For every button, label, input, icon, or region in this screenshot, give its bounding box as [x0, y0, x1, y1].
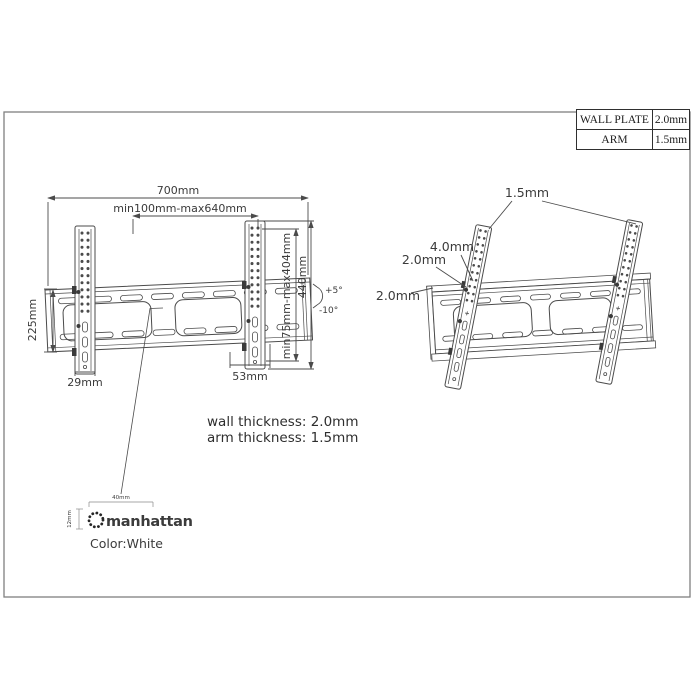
table-row — [577, 110, 690, 130]
dim-arm-foot-left-label: 29mm — [67, 376, 103, 389]
spec-label-cell: WALL PLATE — [577, 110, 653, 130]
table-row — [577, 130, 690, 150]
tilt-down-label: -10° — [319, 306, 339, 316]
wall-thickness-note: wall thickness: 2.0mm — [207, 414, 359, 430]
logo-width-label: 40mm — [112, 495, 130, 501]
dim-plate-edge-top-label: 2.0mm — [401, 252, 447, 267]
arm-thickness-note: arm thickness: 1.5mm — [207, 430, 359, 446]
spec-value-cell: 1.5mm — [653, 130, 690, 150]
tilt-arc — [317, 287, 323, 305]
dim-vesa-height-label: min75mm-max404mm — [280, 232, 293, 360]
manhattan-logo-dots-icon — [89, 513, 103, 527]
dim-total-width-label: 700mm — [156, 184, 200, 197]
spec-label-cell: ARM — [577, 130, 653, 150]
manhattan-logo-text: manhattan — [106, 514, 193, 530]
spec-value-cell: 2.0mm — [653, 110, 690, 130]
front-view-left-arm — [72, 226, 95, 374]
logo-height-label: 12mm — [67, 510, 73, 528]
dim-hook-thickness-label: 4.0mm — [429, 239, 475, 254]
dim-arm-thickness-label: 1.5mm — [504, 185, 550, 200]
dim-vesa-width-label: min100mm-max640mm — [113, 202, 247, 215]
thickness-spec-table — [576, 109, 690, 150]
thickness-notes — [207, 414, 359, 446]
dim-plate-edge-side-label: 2.0mm — [375, 288, 421, 303]
dim-plate-height-label: 225mm — [26, 298, 39, 342]
color-note-label: Color:White — [90, 536, 163, 551]
dim-arm-length-label: 440mm — [296, 255, 309, 299]
front-view-right-arm — [242, 221, 265, 369]
tilt-up-label: +5° — [325, 286, 343, 296]
dim-arm-foot-right-label: 53mm — [232, 370, 268, 383]
